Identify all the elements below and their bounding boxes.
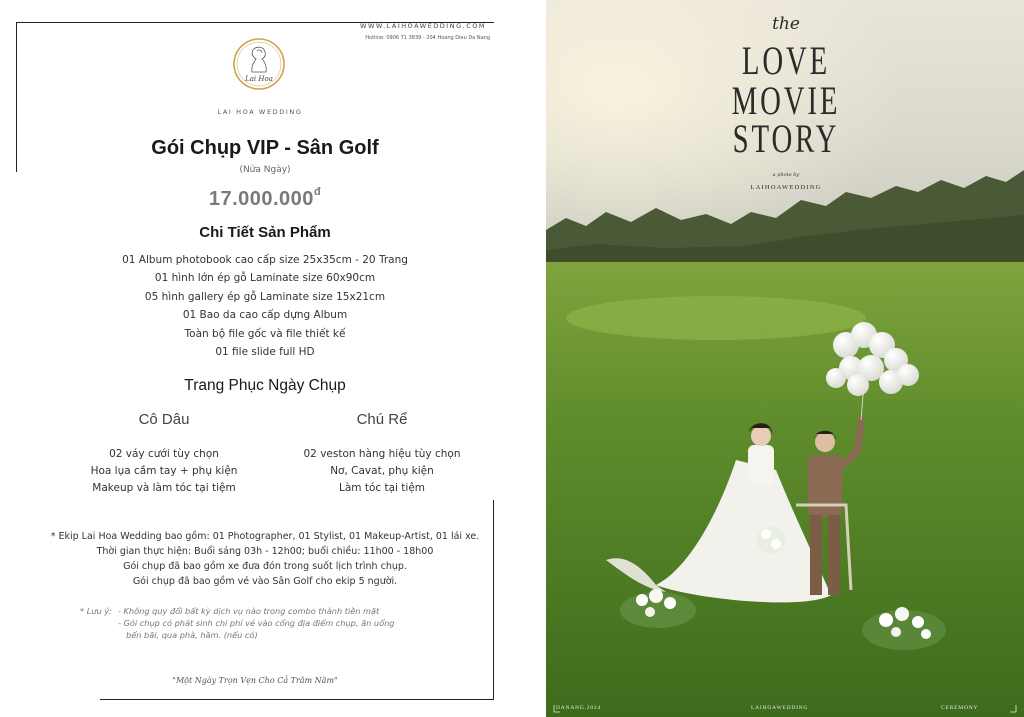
package-price	[0, 188, 530, 211]
bride-heading: Cô Dâu	[138, 411, 190, 428]
detail-item: 05 hình gallery ép gỗ Laminate size 15x21cm	[144, 290, 386, 303]
bride-item: Makeup và làm tóc tại tiệm	[92, 482, 236, 494]
disclaimer-line: - Gói chụp có phát sinh chi phí vé vào cổng địa điểm chụp, ăn uống	[118, 618, 395, 628]
disclaimer-label: * Lưu ý:	[80, 606, 112, 616]
note-item: Gói chụp đã bao gồm vé vào Sân Golf cho ekip 5 người.	[132, 576, 398, 587]
brand-logo	[231, 36, 287, 92]
photo-brand: LAIHOAWEDDING	[750, 184, 822, 191]
bride-item: 02 váy cưới tùy chọn	[109, 448, 219, 460]
footer-brand: LAIHOAWEDDING	[751, 705, 809, 711]
price-value: 17.000.000	[208, 188, 314, 210]
disclaimer-line: bến bãi, qua phà, hầm. (nếu có)	[126, 630, 258, 640]
groom-heading: Chú Rể	[356, 411, 408, 428]
footer-location: DANANG.2024	[556, 705, 602, 711]
groom-item: Nơ, Cavat, phụ kiện	[330, 465, 434, 477]
photo-by-line: a photo by	[772, 172, 800, 178]
website-url: WWW.LAIHOAWEDDING.COM	[360, 22, 486, 30]
note-item: Gói chụp đã bao gồm xe đưa đón trong suốt lịch trình chụp.	[123, 561, 407, 572]
detail-item: 01 Album photobook cao cấp size 25x35cm - 20 Trang	[122, 254, 408, 266]
title-line: MOVIE	[731, 78, 841, 123]
svg-text:Lai Hoa: Lai Hoa	[245, 75, 273, 83]
groom-item: Làm tóc tại tiệm	[338, 482, 426, 494]
detail-item: 01 file slide full HD	[215, 346, 315, 359]
bride-list	[44, 446, 284, 497]
brand-name: LAI HOA WEDDING	[217, 108, 303, 116]
detail-item: 01 Bao da cao cấp dựng Album	[182, 309, 348, 322]
outfit-heading: Trang Phục Ngày Chụp	[184, 377, 346, 394]
groom-item: 02 veston hàng hiệu tùy chọn	[303, 448, 461, 460]
title-line: STORY	[732, 116, 840, 161]
note-item: Thời gian thực hiện: Buổi sáng 03h - 12h00; buổi chiều: 11h00 - 18h00	[96, 546, 434, 557]
frame-line-bottom	[100, 699, 494, 700]
tagline-quote: "Một Ngày Trọn Vẹn Cho Cả Trăm Năm"	[172, 676, 338, 685]
details-list	[0, 251, 530, 361]
details-heading: Chi Tiết Sản Phẩm	[199, 224, 331, 241]
hotline-address: Hotline: 0906 71 3839 - 204 Hoang Dieu Da Nang	[365, 35, 490, 41]
package-title: Gói Chụp VIP - Sân Golf	[151, 137, 379, 159]
detail-item: 01 hình lớn ép gỗ Laminate size 60x90cm	[154, 272, 376, 285]
package-subtitle: (Nửa Ngày)	[239, 165, 291, 175]
footer-label: CEREMONY	[941, 705, 979, 711]
price-currency: đ	[313, 186, 322, 198]
groom-list	[262, 446, 502, 497]
bride-item: Hoa lụa cầm tay + phụ kiện	[90, 465, 238, 477]
note-item: * Ekip Lai Hoa Wedding bao gồm: 01 Photographer, 01 Stylist, 01 Makeup-Artist, 01 lái xe.	[50, 531, 480, 542]
disclaimer-line: - Không quy đổi bất kỳ dịch vụ nào trong combo thành tiền mặt	[118, 606, 380, 616]
title-line: LOVE	[741, 38, 831, 83]
wedding-photo	[546, 0, 1024, 717]
detail-item: Toàn bộ file gốc và file thiết kế	[184, 327, 346, 340]
package-notes	[0, 529, 530, 589]
title-the: the	[772, 14, 800, 34]
